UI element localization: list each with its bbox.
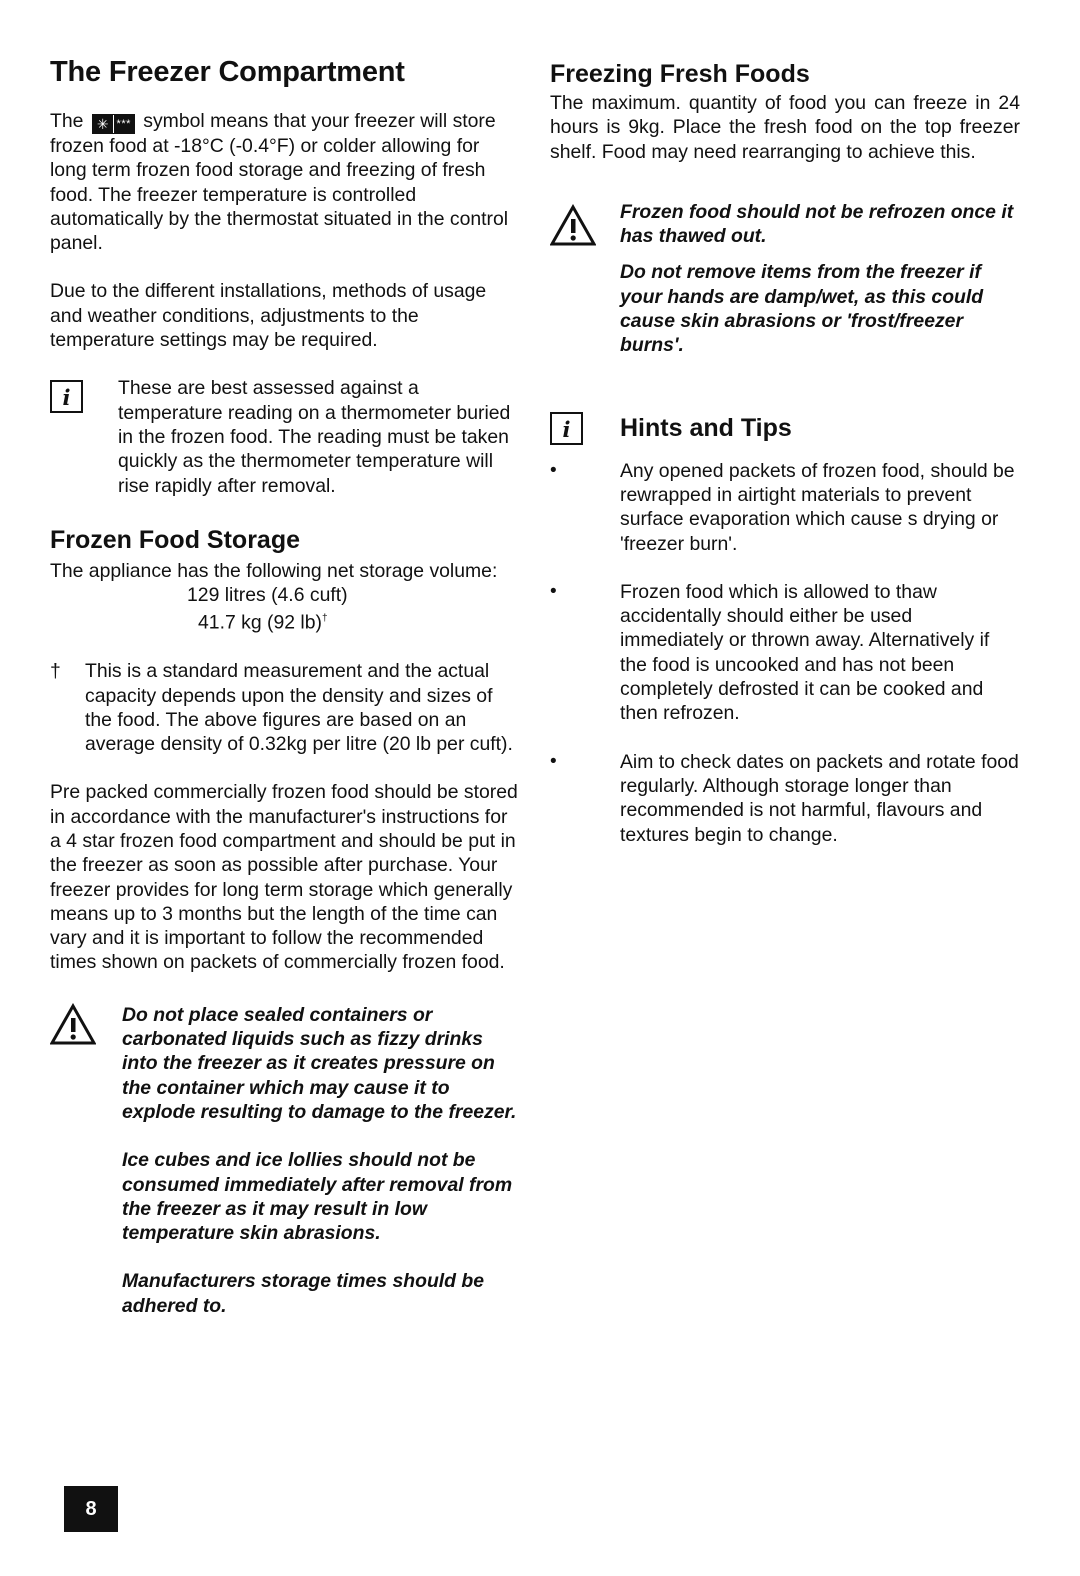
warning-ice-cubes-text: Ice cubes and ice lollies should not be consumed immediately after removal from the freezer as it may result in low temperature skin abrasions.	[122, 1149, 513, 1245]
footnote	[50, 659, 520, 756]
bullet-icon: •	[550, 580, 557, 602]
fresh-foods-text: The maximum. quantity of food you can freeze in 24 hours is 9kg. Place the fresh food on the top freezer shelf. Food may need rearranging to achieve this.	[550, 92, 1020, 163]
info-icon: i	[550, 412, 583, 445]
warning-refrozen	[550, 200, 1020, 249]
adjustments-paragraph: Due to the different installations, methods of usage and weather conditions, adjustments to the temperature settings may be required.	[50, 280, 487, 352]
info-note	[50, 376, 520, 497]
info-icon: i	[50, 380, 83, 413]
hint-item	[550, 459, 1020, 556]
storage-volume-kg: 41.7 kg (92 lb)†	[198, 611, 328, 634]
footnote-text: This is a standard measurement and the actual capacity depends upon the density and sizes of the food. The above figures are based on an average density of 0.32kg per litre (20 lb per cuft).	[85, 660, 513, 756]
frozen-food-storage-heading: Frozen Food Storage	[50, 525, 300, 554]
prepacked-paragraph: Pre packed commercially frozen food should be stored in accordance with the manufacturer's instructions for a 4 star frozen food compartment and should be put in the freezer as soon as possible after purchase. Your freezer provides for long term storage which generally means up to 3 months but the length of the time can vary and it is important to follow the recommended times shown on packets of commercially frozen food.	[50, 781, 518, 974]
warning-sealed-text: Do not place sealed containers or carbonated liquids such as fizzy drinks into the freezer as it creates pressure on the container which may cause it to explode resulting to damage to the freezer.	[122, 1003, 517, 1123]
star-icon: ✳	[93, 115, 113, 133]
right-column	[550, 60, 1020, 871]
warning-sealed-containers	[50, 1003, 520, 1124]
page-number: 8	[64, 1486, 118, 1532]
freezer-compartment-title: The Freezer Compartment	[50, 56, 405, 88]
freezer-intro-paragraph	[50, 109, 520, 255]
info-note-text: These are best assessed against a temperature reading on a thermometer buried in the frozen food. The reading must be taken quickly as the thermometer temperature will rise rapidly after removal.	[118, 377, 511, 497]
warning-storage-times-text: Manufacturers storage times should be adhered to.	[122, 1270, 485, 1317]
bullet-icon: •	[550, 750, 557, 772]
storage-intro: The appliance has the following net storage volume:	[50, 559, 498, 582]
three-stars-icon: ***	[113, 115, 134, 133]
hint-item	[550, 750, 1020, 847]
hint-item	[550, 580, 1020, 726]
warning-damp-hands-text: Do not remove items from the freezer if your hands are damp/wet, as this could cause skin abrasions or 'frost/freezer burns'.	[620, 261, 984, 357]
warning-triangle-icon	[50, 1003, 96, 1045]
hint-text: Any opened packets of frozen food, should be rewrapped in airtight materials to prevent surface evaporation which cause s drying or 'freezer burn'.	[620, 459, 1015, 555]
intro-before: The	[50, 110, 84, 132]
dagger-mark: †	[50, 660, 61, 683]
freezer-4-star-symbol-icon	[92, 114, 135, 134]
hint-text: Frozen food which is allowed to thaw accidentally should either be used immediately or thrown away. Alternatively if the food is uncooked and has not been completely defrosted it can be cooked and then refrozen.	[620, 580, 990, 725]
bullet-icon: •	[550, 459, 557, 481]
intro-after: symbol means that your freezer will store frozen food at -18°C (-0.4°F) or colder allowing for long term frozen food storage and freezing of fresh food. The freezer temperature is controlled automatically by the thermostat situated in the control panel.	[50, 110, 509, 255]
warning-refrozen-text: Frozen food should not be refrozen once it has thawed out.	[620, 200, 1014, 248]
hint-text: Aim to check dates on packets and rotate food regularly. Although storage longer than recommended is not harmful, flavours and textures begin to change.	[620, 750, 1019, 846]
hints-and-tips-heading: Hints and Tips	[620, 413, 792, 442]
warning-triangle-icon	[550, 204, 596, 246]
hints-header	[550, 412, 1020, 445]
freezing-fresh-foods-heading: Freezing Fresh Foods	[550, 60, 810, 88]
left-column	[50, 56, 520, 1318]
storage-volume-litres: 129 litres (4.6 cuft)	[187, 584, 348, 607]
